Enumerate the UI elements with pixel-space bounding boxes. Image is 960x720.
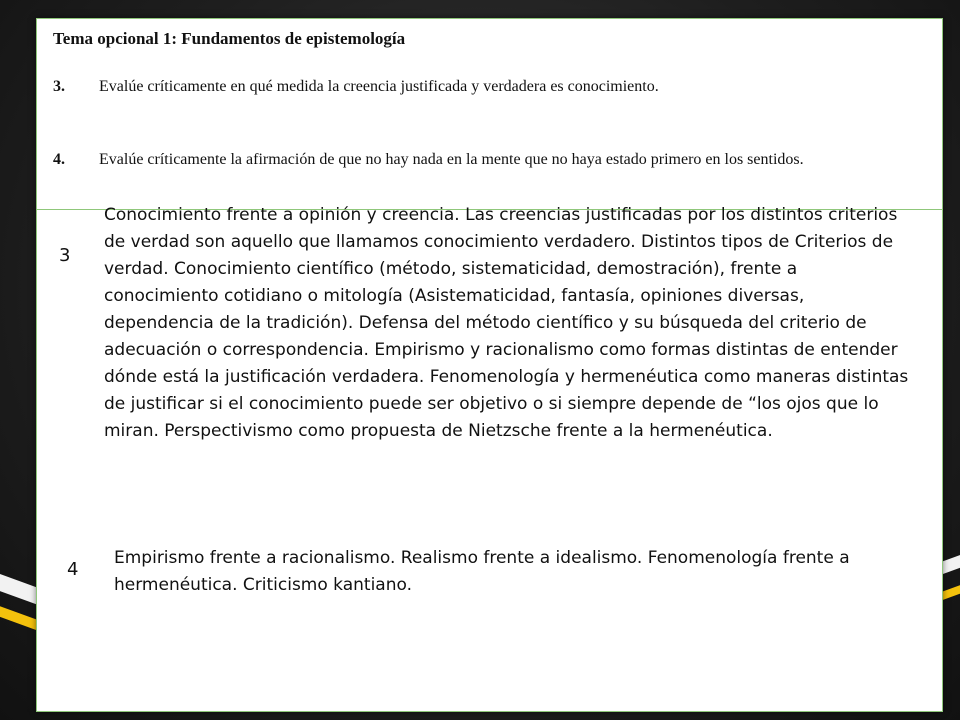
exam-title: Tema opcional 1: Fundamentos de epistemología (53, 29, 406, 48)
question-text: Evalúe críticamente la afirmación de que no hay nada en la mente que no haya estado primero en los sentidos. (99, 151, 804, 168)
answer-text-4: Empirismo frente a racionalismo. Realismo frente a idealismo. Fenomenología frente a hermenéutica. Criticismo kantiano. (114, 548, 850, 595)
question-number: 3. (53, 78, 65, 95)
answer-text-3: Conocimiento frente a opinión y creencia. Las creencias justificadas por los distintos criterios de verdad son aquello que llamamos conocimiento verdadero. Distintos tipos de Criterios de verdad. Conocimiento científico (método, sistematicidad, demostración), frente a conocimiento cotidiano o mitología (Asistematicidad, fantasía, opiniones diversas, dependencia de la tradición). Defensa del método científico y su búsqueda del criterio de adecuación o correspondencia. Empirismo y racionalismo como formas distintas de entender dónde está la justificación verdadera. Fenomenología y hermenéutica como maneras distintas de justificar si el conocimiento puede ser objetivo o si siempre depende de “los ojos que lo miran. Perspectivismo como propuesta de Nietzsche frente a la hermenéutica. (104, 205, 909, 441)
exam-question-image (37, 19, 942, 209)
slide-canvas (36, 18, 943, 712)
question-text: Evalúe críticamente en qué medida la creencia justificada y verdadera es conocimiento. (99, 78, 659, 95)
question-number: 4. (53, 151, 65, 168)
answer-number-4: 4 (67, 559, 79, 580)
answer-number-3: 3 (59, 245, 71, 266)
